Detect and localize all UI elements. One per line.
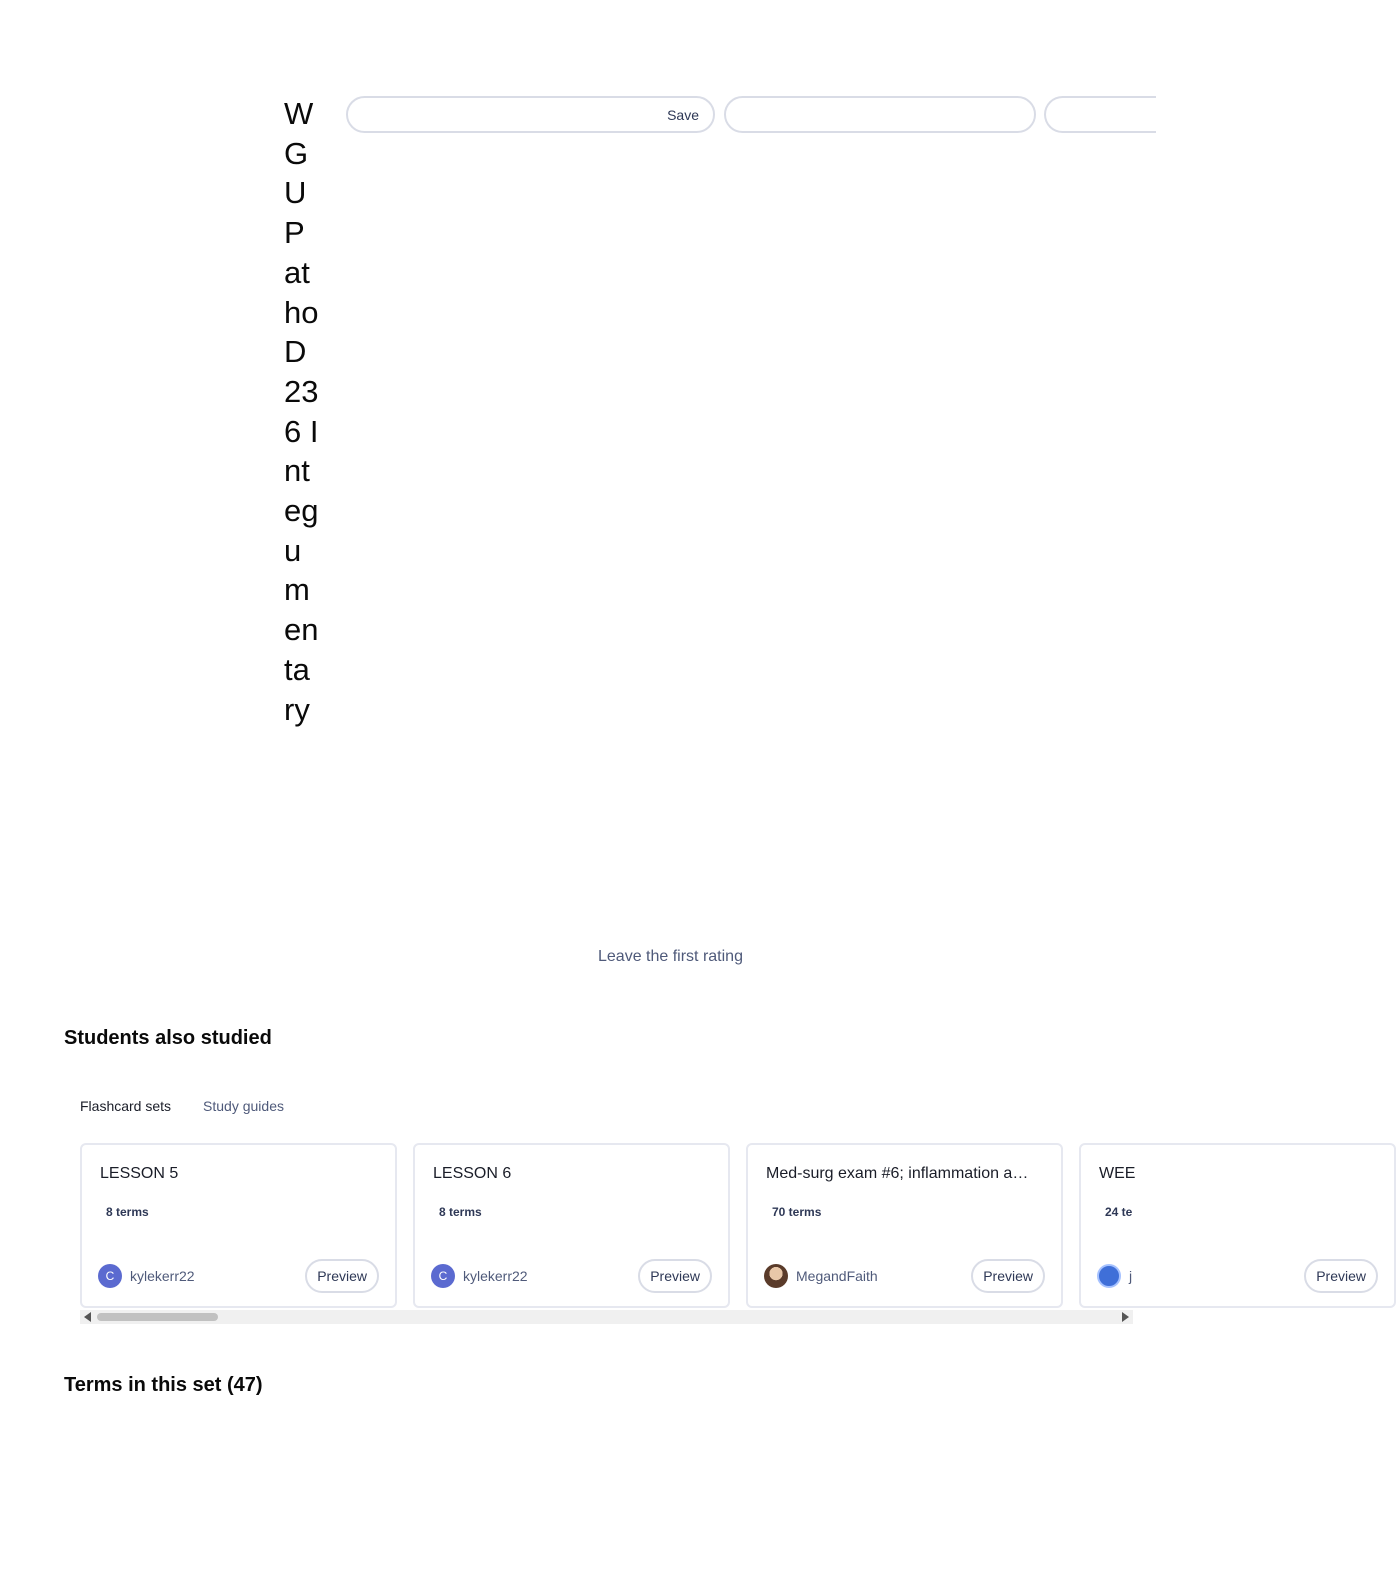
card-term-count: 8 terms — [106, 1205, 149, 1219]
preview-button[interactable]: Preview — [971, 1259, 1045, 1293]
preview-button[interactable]: Preview — [638, 1259, 712, 1293]
card-title[interactable]: Med-surg exam #6; inflammation a… — [766, 1165, 1029, 1182]
card-author[interactable] — [764, 1264, 878, 1288]
card-author[interactable] — [1097, 1264, 1132, 1288]
card-term-count: 70 terms — [772, 1205, 822, 1219]
card-title[interactable]: LESSON 5 — [100, 1165, 179, 1182]
preview-button[interactable]: Preview — [1304, 1259, 1378, 1293]
card-title[interactable]: LESSON 6 — [433, 1165, 512, 1182]
card-author[interactable] — [431, 1264, 528, 1288]
card-term-count: 8 terms — [439, 1205, 482, 1219]
tab-flashcard-sets[interactable]: Flashcard sets — [80, 1098, 172, 1114]
avatar — [764, 1264, 788, 1288]
author-name: kylekerr22 — [130, 1268, 195, 1284]
card-term-count: 24 te — [1105, 1205, 1133, 1219]
study-type-tabs — [80, 1098, 284, 1114]
set-title: WGU Patho D236 Integumentary — [284, 96, 319, 727]
toolbar-button-tertiary[interactable] — [1044, 96, 1156, 133]
scroll-right-icon[interactable] — [1122, 1312, 1129, 1322]
carousel-scrollbar[interactable] — [80, 1310, 1133, 1324]
author-name: j — [1129, 1268, 1133, 1284]
card-title[interactable]: WEE — [1099, 1165, 1136, 1182]
set-card[interactable] — [413, 1143, 730, 1308]
scrollbar-thumb[interactable] — [97, 1313, 218, 1321]
avatar: C — [98, 1264, 122, 1288]
preview-button[interactable]: Preview — [305, 1259, 379, 1293]
scroll-left-icon[interactable] — [84, 1312, 91, 1322]
set-card[interactable] — [746, 1143, 1063, 1308]
set-card[interactable] — [1079, 1143, 1396, 1308]
terms-in-set-heading: Terms in this set (47) — [64, 1374, 263, 1396]
save-button[interactable] — [346, 96, 715, 133]
leave-rating-link[interactable]: Leave the first rating — [598, 948, 743, 965]
card-author[interactable] — [98, 1264, 195, 1288]
set-card[interactable] — [80, 1143, 397, 1308]
tab-study-guides[interactable]: Study guides — [203, 1098, 284, 1114]
students-also-studied-heading: Students also studied — [64, 1027, 272, 1049]
author-name: MegandFaith — [796, 1268, 878, 1284]
save-button-label: Save — [667, 106, 699, 123]
related-sets-carousel — [80, 1142, 1366, 1326]
avatar: C — [431, 1264, 455, 1288]
toolbar-button-secondary[interactable] — [724, 96, 1036, 133]
avatar — [1097, 1264, 1121, 1288]
author-name: kylekerr22 — [463, 1268, 528, 1284]
